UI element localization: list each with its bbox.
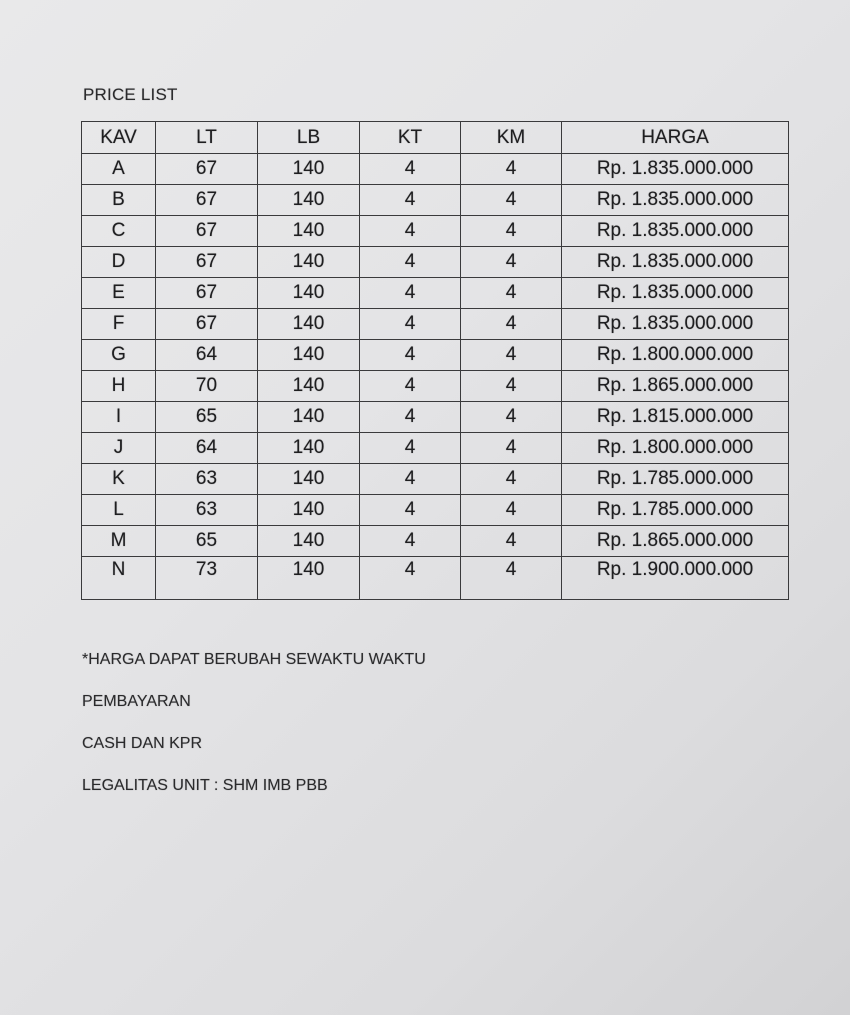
header-kav: KAV xyxy=(82,122,156,154)
cell-lb: 140 xyxy=(258,216,360,247)
cell-lb: 140 xyxy=(258,154,360,185)
table-header-row xyxy=(82,122,789,154)
cell-kt: 4 xyxy=(360,216,461,247)
price-table xyxy=(81,121,789,600)
cell-kav: I xyxy=(82,402,156,433)
table-row xyxy=(82,526,789,557)
cell-lb: 140 xyxy=(258,309,360,340)
cell-kt: 4 xyxy=(360,464,461,495)
page-title: PRICE LIST xyxy=(83,85,178,104)
cell-lb: 140 xyxy=(258,371,360,402)
cell-km: 4 xyxy=(461,495,562,526)
cell-kt: 4 xyxy=(360,495,461,526)
cell-harga: Rp. 1.800.000.000 xyxy=(562,340,789,371)
header-lb: LB xyxy=(258,122,360,154)
table-row xyxy=(82,309,789,340)
notes-section xyxy=(82,650,426,818)
cell-harga: Rp. 1.785.000.000 xyxy=(562,464,789,495)
cell-harga: Rp. 1.815.000.000 xyxy=(562,402,789,433)
legality-note: LEGALITAS UNIT : SHM IMB PBB xyxy=(82,777,328,794)
cell-kt: 4 xyxy=(360,526,461,557)
price-change-note: *HARGA DAPAT BERUBAH SEWAKTU WAKTU xyxy=(82,651,426,668)
header-harga: HARGA xyxy=(562,122,789,154)
cell-harga: Rp. 1.865.000.000 xyxy=(562,526,789,557)
cell-km: 4 xyxy=(461,557,562,600)
cell-km: 4 xyxy=(461,433,562,464)
cell-km: 4 xyxy=(461,340,562,371)
cell-kav: E xyxy=(82,278,156,309)
table-row xyxy=(82,433,789,464)
cell-km: 4 xyxy=(461,185,562,216)
cell-kt: 4 xyxy=(360,154,461,185)
cell-lt: 67 xyxy=(156,216,258,247)
cell-kav: N xyxy=(82,557,156,600)
header-lt: LT xyxy=(156,122,258,154)
cell-lt: 65 xyxy=(156,402,258,433)
cell-lb: 140 xyxy=(258,278,360,309)
cell-kav: H xyxy=(82,371,156,402)
table-row xyxy=(82,154,789,185)
cell-kt: 4 xyxy=(360,247,461,278)
cell-kt: 4 xyxy=(360,340,461,371)
table-row xyxy=(82,278,789,309)
table-row xyxy=(82,464,789,495)
cell-lt: 73 xyxy=(156,557,258,600)
cell-lb: 140 xyxy=(258,185,360,216)
cell-harga: Rp. 1.835.000.000 xyxy=(562,278,789,309)
table-row xyxy=(82,557,789,600)
table-row xyxy=(82,371,789,402)
payment-methods: CASH DAN KPR xyxy=(82,735,203,752)
cell-kav: J xyxy=(82,433,156,464)
cell-lt: 67 xyxy=(156,309,258,340)
cell-kt: 4 xyxy=(360,309,461,340)
cell-harga: Rp. 1.785.000.000 xyxy=(562,495,789,526)
header-km: KM xyxy=(461,122,562,154)
cell-km: 4 xyxy=(461,464,562,495)
price-table-body xyxy=(82,154,789,600)
cell-lt: 67 xyxy=(156,154,258,185)
cell-kav: M xyxy=(82,526,156,557)
cell-lb: 140 xyxy=(258,557,360,600)
header-kt: KT xyxy=(360,122,461,154)
payment-label: PEMBAYARAN xyxy=(82,693,191,710)
cell-km: 4 xyxy=(461,216,562,247)
cell-kt: 4 xyxy=(360,433,461,464)
cell-kav: K xyxy=(82,464,156,495)
cell-km: 4 xyxy=(461,526,562,557)
cell-kt: 4 xyxy=(360,371,461,402)
cell-kav: A xyxy=(82,154,156,185)
cell-km: 4 xyxy=(461,154,562,185)
cell-lt: 64 xyxy=(156,433,258,464)
cell-lt: 67 xyxy=(156,278,258,309)
table-row xyxy=(82,402,789,433)
cell-lb: 140 xyxy=(258,433,360,464)
cell-km: 4 xyxy=(461,278,562,309)
table-row xyxy=(82,495,789,526)
cell-lb: 140 xyxy=(258,495,360,526)
cell-harga: Rp. 1.900.000.000 xyxy=(562,557,789,600)
cell-km: 4 xyxy=(461,402,562,433)
cell-kav: L xyxy=(82,495,156,526)
cell-kav: G xyxy=(82,340,156,371)
cell-km: 4 xyxy=(461,371,562,402)
cell-kav: C xyxy=(82,216,156,247)
cell-kav: F xyxy=(82,309,156,340)
cell-lt: 63 xyxy=(156,464,258,495)
cell-kt: 4 xyxy=(360,557,461,600)
cell-harga: Rp. 1.835.000.000 xyxy=(562,154,789,185)
cell-lb: 140 xyxy=(258,247,360,278)
table-row xyxy=(82,247,789,278)
cell-kt: 4 xyxy=(360,278,461,309)
cell-lt: 65 xyxy=(156,526,258,557)
cell-km: 4 xyxy=(461,309,562,340)
cell-lt: 67 xyxy=(156,247,258,278)
cell-kav: D xyxy=(82,247,156,278)
cell-km: 4 xyxy=(461,247,562,278)
table-row xyxy=(82,185,789,216)
cell-harga: Rp. 1.865.000.000 xyxy=(562,371,789,402)
cell-harga: Rp. 1.835.000.000 xyxy=(562,216,789,247)
cell-harga: Rp. 1.800.000.000 xyxy=(562,433,789,464)
cell-harga: Rp. 1.835.000.000 xyxy=(562,185,789,216)
cell-kav: B xyxy=(82,185,156,216)
cell-lb: 140 xyxy=(258,402,360,433)
table-row xyxy=(82,340,789,371)
cell-lt: 70 xyxy=(156,371,258,402)
cell-kt: 4 xyxy=(360,185,461,216)
cell-harga: Rp. 1.835.000.000 xyxy=(562,309,789,340)
cell-lb: 140 xyxy=(258,340,360,371)
cell-lt: 63 xyxy=(156,495,258,526)
cell-lb: 140 xyxy=(258,464,360,495)
cell-harga: Rp. 1.835.000.000 xyxy=(562,247,789,278)
cell-kt: 4 xyxy=(360,402,461,433)
cell-lt: 64 xyxy=(156,340,258,371)
table-row xyxy=(82,216,789,247)
cell-lb: 140 xyxy=(258,526,360,557)
cell-lt: 67 xyxy=(156,185,258,216)
